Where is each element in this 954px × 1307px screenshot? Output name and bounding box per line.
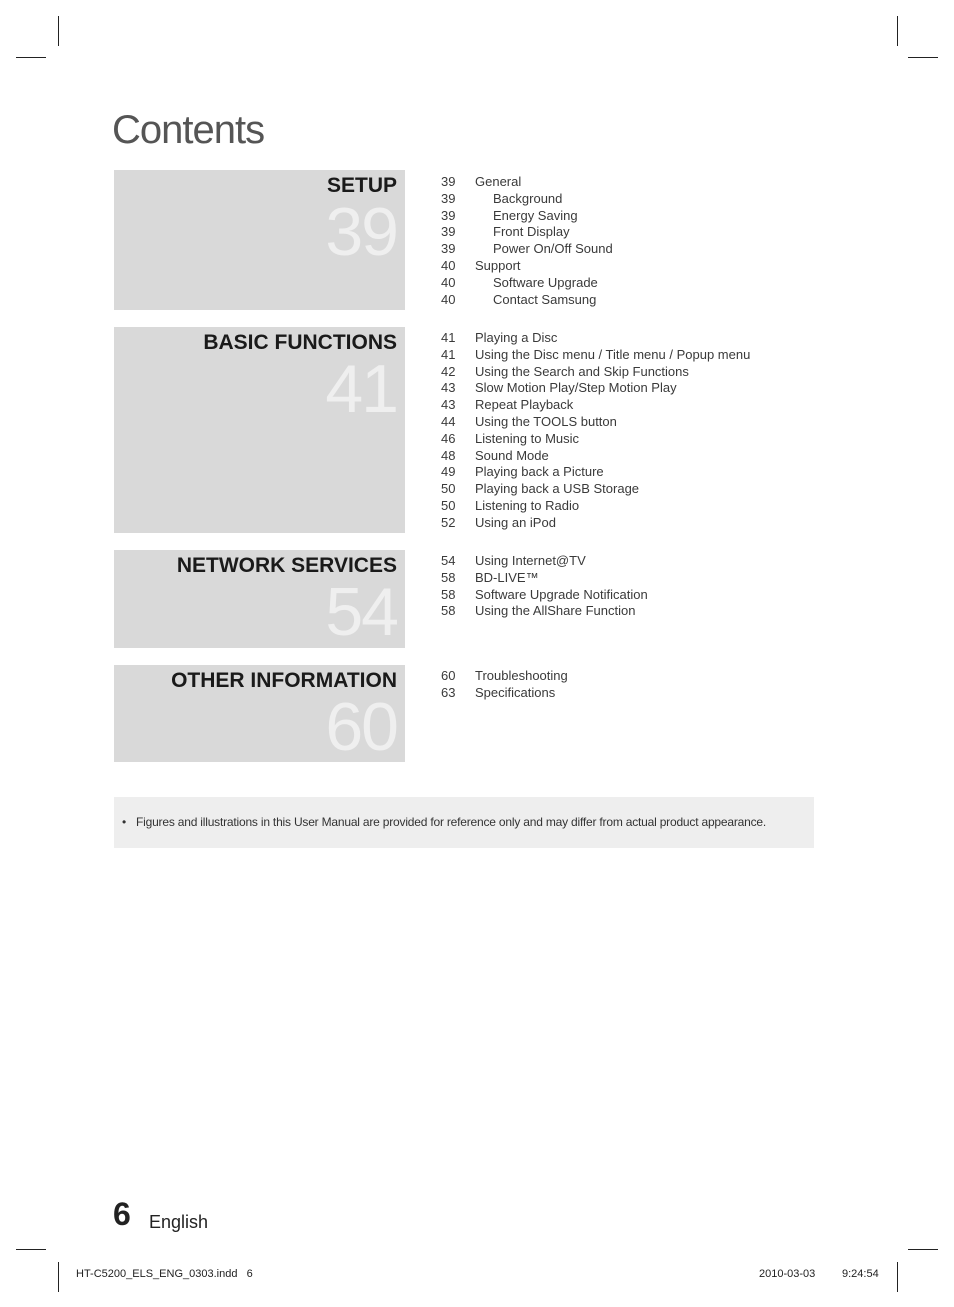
toc-entry[interactable] [441, 258, 613, 275]
toc-text: Power On/Off Sound [493, 241, 613, 257]
toc-page: 43 [441, 397, 456, 413]
crop-mark [58, 1262, 59, 1292]
section-page-number: 39 [325, 194, 397, 270]
toc-text: Troubleshooting [475, 668, 568, 683]
toc-entry[interactable] [441, 464, 750, 481]
toc-entry[interactable] [441, 275, 613, 292]
toc-entry[interactable] [441, 380, 750, 397]
toc-text: Listening to Radio [475, 497, 580, 513]
toc-list-other-information [441, 668, 568, 702]
toc-entry[interactable] [441, 191, 613, 208]
toc-page: 58 [441, 603, 456, 619]
toc-page: 60 [441, 668, 456, 683]
section-page-number: 41 [325, 351, 397, 427]
toc-page: 39 [441, 241, 456, 257]
toc-page: 43 [441, 380, 456, 396]
section-title: SETUP [326, 174, 397, 197]
toc-page: 49 [441, 464, 456, 480]
toc-entry[interactable] [441, 414, 750, 431]
toc-text: Software Upgrade Notification [475, 586, 648, 602]
toc-page: 58 [441, 569, 456, 585]
crop-mark [908, 1249, 938, 1250]
toc-entry[interactable] [441, 668, 568, 685]
crop-mark [58, 16, 59, 46]
toc-entry[interactable] [441, 570, 648, 587]
toc-entry[interactable] [441, 515, 750, 532]
section-title: NETWORK SERVICES [176, 554, 397, 577]
toc-page: 46 [441, 430, 456, 446]
toc-entry[interactable] [441, 603, 648, 620]
toc-text: Using the AllShare Function [475, 603, 636, 619]
toc-entry[interactable] [441, 498, 750, 515]
toc-entry[interactable] [441, 224, 613, 241]
toc-page: 40 [441, 274, 456, 290]
toc-entry[interactable] [441, 364, 750, 381]
toc-list-basic-functions [441, 330, 750, 532]
toc-page: 39 [441, 224, 456, 240]
toc-entry[interactable] [441, 553, 648, 570]
crop-mark [16, 1249, 46, 1250]
toc-entry[interactable] [441, 397, 750, 414]
bullet-icon: • [122, 815, 127, 829]
toc-page: 41 [441, 330, 456, 345]
toc-text: Slow Motion Play/Step Motion Play [475, 380, 677, 396]
crop-mark [897, 16, 898, 46]
toc-entry[interactable] [441, 431, 750, 448]
note-text: Figures and illustrations in this User Manual are provided for reference only and may differ from actual product appearance. [136, 815, 766, 829]
toc-list-network-services [441, 553, 648, 620]
section-page-number: 60 [325, 689, 397, 765]
toc-entry[interactable] [441, 208, 613, 225]
toc-text: Software Upgrade [493, 274, 598, 290]
section-block-setup [114, 170, 405, 310]
section-title: OTHER INFORMATION [171, 669, 397, 692]
toc-page: 50 [441, 497, 456, 513]
toc-text: Using the Search and Skip Functions [475, 363, 689, 379]
toc-page: 39 [441, 190, 456, 206]
crop-mark [16, 57, 46, 58]
toc-text: Front Display [493, 224, 570, 240]
toc-text: Energy Saving [493, 207, 578, 223]
crop-mark [897, 1262, 898, 1292]
toc-page: 42 [441, 363, 456, 379]
toc-text: Background [493, 190, 563, 206]
toc-text: Playing back a Picture [475, 464, 604, 480]
toc-text: Contact Samsung [493, 291, 597, 307]
section-title: BASIC FUNCTIONS [203, 331, 397, 354]
toc-entry[interactable] [441, 241, 613, 258]
toc-text: Playing back a USB Storage [475, 481, 640, 497]
toc-text: Using the TOOLS button [475, 413, 617, 429]
section-block-other-information [114, 665, 405, 765]
toc-page: 50 [441, 481, 456, 497]
page-title: Contents [112, 108, 265, 152]
toc-text: Repeat Playback [475, 397, 574, 413]
section-block-network-services [114, 550, 405, 648]
toc-page: 41 [441, 346, 456, 362]
toc-page: 58 [441, 586, 456, 602]
toc-page: 63 [441, 684, 456, 700]
toc-entry[interactable] [441, 347, 750, 364]
page-number: 6 [113, 1196, 131, 1232]
toc-page: 40 [441, 291, 456, 307]
toc-text: Listening to Music [475, 430, 580, 446]
toc-entry[interactable] [441, 448, 750, 465]
toc-entry[interactable] [441, 330, 750, 347]
toc-page: 39 [441, 207, 456, 223]
section-block-basic-functions [114, 327, 405, 533]
toc-page: 48 [441, 447, 456, 463]
toc-page: 52 [441, 514, 456, 530]
crop-mark [908, 57, 938, 58]
toc-entry[interactable] [441, 587, 648, 604]
toc-entry[interactable] [441, 685, 568, 702]
section-page-number: 54 [325, 574, 397, 650]
toc-text: Using the Disc menu / Title menu / Popup menu [475, 346, 751, 362]
toc-entry[interactable] [441, 174, 613, 191]
toc-entry[interactable] [441, 292, 613, 309]
note-box [114, 797, 814, 848]
toc-text: Using Internet@TV [475, 553, 586, 568]
toc-page: 44 [441, 413, 456, 429]
toc-list-setup [441, 174, 613, 308]
toc-text: Support [475, 257, 521, 273]
print-date: 2010-03-03 [759, 1268, 816, 1280]
toc-page: 54 [441, 553, 456, 568]
toc-page: 39 [441, 174, 456, 189]
toc-text: General [475, 174, 522, 189]
toc-text: Using an iPod [475, 514, 556, 530]
toc-text: Playing a Disc [475, 330, 558, 345]
print-time: 9:24:54 [842, 1268, 879, 1280]
toc-text: Sound Mode [475, 447, 549, 463]
language-label: English [149, 1212, 209, 1232]
toc-page: 40 [441, 257, 456, 273]
file-info: HT-C5200_ELS_ENG_0303.indd 6 [76, 1268, 253, 1280]
toc-text: BD-LIVE™ [475, 569, 539, 585]
toc-entry[interactable] [441, 481, 750, 498]
toc-text: Specifications [475, 684, 556, 700]
